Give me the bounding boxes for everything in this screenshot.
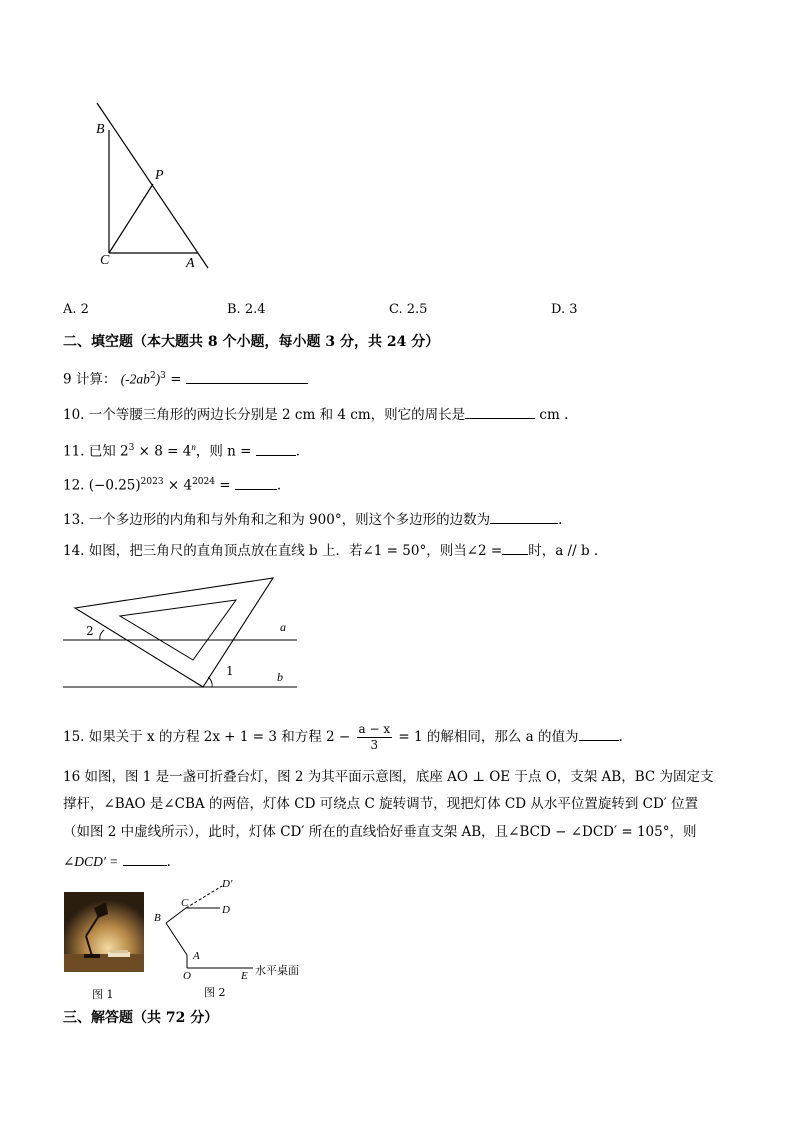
- set-square-figure: [60, 574, 300, 692]
- q16-end: .: [166, 854, 171, 870]
- q12-exp2: 2024: [192, 477, 215, 487]
- q13-answer-blank[interactable]: [490, 509, 558, 524]
- q11-exp: 3: [128, 443, 135, 453]
- choice-a: A. 2: [63, 302, 89, 317]
- q14-answer-blank[interactable]: [502, 540, 528, 555]
- lamp-photo: [64, 892, 144, 972]
- q9-eq: =: [165, 371, 182, 388]
- q15-text-a: 15. 如果关于 x 的方程 2x + 1 = 3 和方程 2 −: [63, 729, 351, 745]
- q13-end: .: [558, 512, 563, 528]
- q15-fraction: [357, 722, 393, 753]
- fig16-label-D: D: [222, 904, 230, 916]
- q11-text-b: × 8 = 4: [134, 443, 192, 460]
- q16-answer-blank[interactable]: [123, 851, 167, 866]
- question-12: [63, 472, 281, 496]
- q11-text-a: 11. 已知 2: [63, 443, 129, 460]
- q15-answer-blank[interactable]: [579, 726, 619, 741]
- fig16-caption-2: 图 2: [204, 986, 226, 999]
- q10-text: 10. 一个等腰三角形的两边长分别是 2 cm 和 4 cm，则它的周长是: [63, 407, 466, 423]
- q12-end: .: [276, 477, 282, 494]
- question-9: [63, 366, 308, 390]
- q9-exp3: 3: [160, 371, 166, 381]
- question-10: [63, 404, 568, 425]
- q15-frac-den: 3: [370, 738, 379, 752]
- fig16-label-O: O: [183, 970, 191, 982]
- q12-answer-blank[interactable]: [235, 475, 277, 490]
- choice-d: D. 3: [551, 302, 578, 317]
- fig14-label-a: a: [280, 620, 286, 634]
- q9-text: 计算：: [75, 371, 117, 388]
- q9-expr-b: ): [155, 371, 161, 387]
- fig14-label-1: 1: [226, 664, 234, 678]
- q11-answer-blank[interactable]: [256, 441, 296, 456]
- section2-title: 二、填空题（本大题共 8 个小题，每小题 3 分，共 24 分）: [63, 334, 440, 350]
- triangle-figure: [90, 98, 220, 273]
- fig16-label-C: C: [181, 897, 189, 909]
- fig16-label-A: A: [193, 950, 200, 962]
- fig16-label-D1: D′: [222, 878, 233, 890]
- q15-text-b: = 1 的解相同，那么 a 的值为: [398, 729, 579, 745]
- label-C: C: [100, 253, 110, 268]
- q9-number: 9: [63, 371, 72, 388]
- section3-title: 三、解答题（共 72 分）: [63, 1010, 219, 1026]
- q15-frac-num: a − x: [358, 722, 391, 736]
- question-16-line4: [63, 851, 171, 872]
- q12-text-b: × 4: [163, 477, 193, 494]
- label-P: P: [155, 168, 164, 183]
- q11-end: .: [295, 443, 301, 460]
- q12-text-c: =: [214, 477, 231, 494]
- fig16-caption-1: 图 1: [92, 988, 114, 1001]
- choice-b: B. 2.4: [227, 302, 266, 317]
- question-13: [63, 509, 562, 530]
- q12-text-a: 12. (−0.25): [63, 477, 141, 494]
- question-16-line3: （如图 2 中虚线所示），此时，灯体 CD′ 所在的直线恰好垂直支架 AB，且∠BCD − ∠DCD′ = 105°，则: [63, 824, 697, 840]
- q10-unit: cm .: [539, 407, 569, 423]
- q9-expr-a: (-2ab: [120, 371, 150, 387]
- fig16-label-B: B: [154, 912, 161, 924]
- choice-c: C. 2.5: [389, 302, 428, 317]
- label-A: A: [186, 256, 195, 271]
- q10-answer-blank[interactable]: [465, 404, 535, 419]
- fig14-label-b: b: [277, 670, 283, 684]
- fig16-desk-label: 水平桌面: [255, 964, 299, 977]
- question-16-line1: 16 如图，图 1 是一盏可折叠台灯，图 2 为其平面示意图，底座 AO ⊥ OE 于点 O，支架 AB，BC 为固定支: [63, 769, 714, 785]
- q12-exp1: 2023: [140, 477, 164, 487]
- q15-end: .: [618, 729, 623, 745]
- fig16-label-E: E: [241, 970, 248, 982]
- question-16-line2: 撑杆，∠BAO 是∠CBA 的两倍，灯体 CD 可绕点 C 旋转调节，现把灯体 CD 从水平位置旋转到 CD′ 位置: [63, 796, 699, 812]
- q16-answer-label: ∠DCD′ =: [63, 854, 119, 869]
- q9-exp2: 2: [149, 371, 156, 381]
- fig14-label-2: 2: [86, 624, 94, 638]
- q14-text-a: 14. 如图，把三角尺的直角顶点放在直线 b 上．若∠1 = 50°，则当∠2 =: [63, 543, 503, 559]
- question-14: [63, 540, 598, 561]
- q14-text-b: 时，a // b .: [528, 543, 599, 559]
- question-11: [63, 437, 300, 462]
- label-B: B: [96, 122, 105, 137]
- q9-answer-blank[interactable]: [186, 369, 308, 384]
- q11-text-c: ，则 n =: [195, 443, 252, 460]
- q11-exp-n: n: [191, 442, 196, 452]
- q13-text: 13. 一个多边形的内角和与外角和之和为 900°，则这个多边形的边数为: [63, 512, 491, 528]
- question-15: [63, 719, 623, 755]
